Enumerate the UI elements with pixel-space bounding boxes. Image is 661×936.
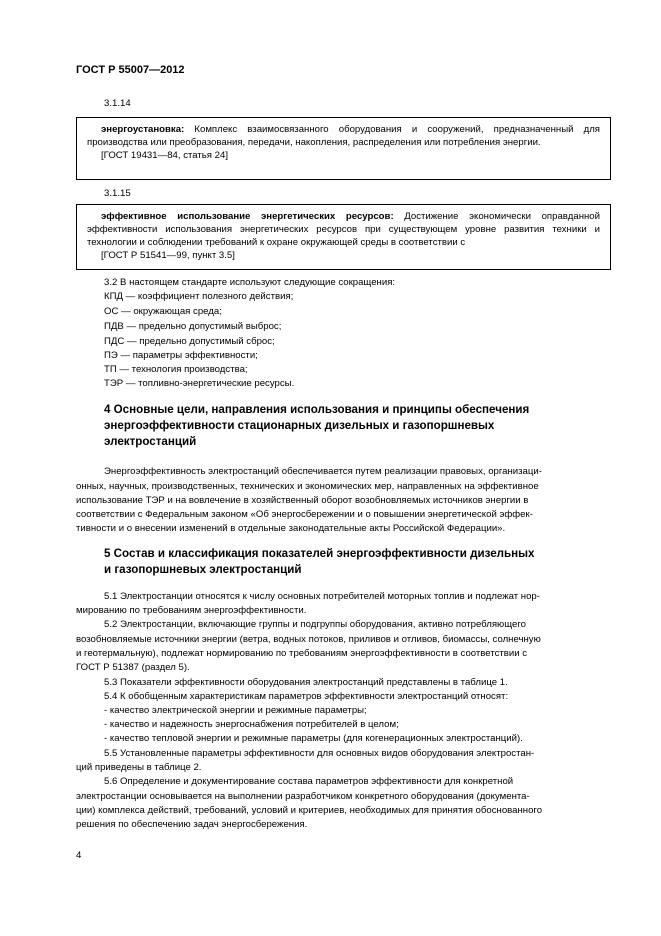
definition-term: эффективное использование энергетических ресурсов: — [101, 211, 394, 222]
definition-box-3-1-15 — [76, 204, 611, 270]
abbreviation-item: ПДВ — предельно допустимый выброс; — [104, 321, 282, 332]
clause-5-1-line: мированию по требованиям энергоэффективности. — [76, 605, 307, 616]
abbreviation-item: КПД — коэффициент полезного действия; — [104, 291, 294, 302]
clause-5-2-line: 5.2 Электростанции, включающие группы и подгруппы оборудования, активно потребляющего — [104, 619, 526, 630]
clause-number-3-1-15: 3.1.15 — [104, 188, 131, 199]
clause-5-2-line: ГОСТ Р 51387 (раздел 5). — [76, 662, 190, 673]
definition-body: Комплекс взаимосвязанного оборудования и сооружений, предназначенный для производства или преобразования, передачи, накопления, распределения или потребления энергии. — [87, 124, 600, 148]
clause-5-6-line: электростанции основывается на выполнении разработчиком конкретного оборудования (документа- — [76, 791, 530, 802]
clause-5-3: 5.3 Показатели эффективности оборудования электростанций представлены в таблице 1. — [104, 677, 508, 688]
clause-5-5-line: 5.5 Установленные параметры эффективности для основных видов оборудования электростан- — [104, 748, 535, 759]
document-header: ГОСТ Р 55007—2012 — [76, 64, 185, 76]
clause-5-5-line: ций приведены в таблице 2. — [76, 762, 202, 773]
section-4-paragraph-line: онных, научных, производственных, технических и экономических мер, направленных на эффективное — [76, 481, 539, 492]
abbreviation-item: ПЭ — параметры эффективности; — [104, 350, 258, 361]
page-number: 4 — [76, 850, 82, 861]
clause-5-1-line: 5.1 Электростанции относятся к числу основных потребителей моторных топлив и подлежат нор- — [104, 591, 540, 602]
definition-term: энергоустановка: — [101, 124, 185, 135]
section-5-title-line: и газопоршневых электростанций — [104, 563, 302, 576]
clause-number-3-1-14: 3.1.14 — [104, 98, 131, 109]
clause-5-2-line: возобновляемые источники энергии (ветра, водных потоков, приливов и отливов, биомассы, солнечную — [76, 634, 541, 645]
definition-text — [87, 210, 600, 249]
definition-box-3-1-14 — [76, 117, 611, 180]
abbreviation-item: ТЭР — топливно-энергетические ресурсы. — [104, 378, 295, 389]
section-4-paragraph-line: тивности и о внесении изменений в отдельные законодательные акты Российской Федерации». — [76, 523, 506, 534]
definition-reference: [ГОСТ 19431—84, статья 24] — [101, 150, 228, 161]
abbreviation-item: ОС — окружающая среда; — [104, 306, 222, 317]
clause-5-4-item: - качество электрической энергии и режимные параметры; — [104, 705, 367, 716]
section-5-title-line: 5 Состав и классификация показателей энергоэффективности дизельных — [104, 547, 535, 560]
clause-5-4: 5.4 К обобщенным характеристикам параметров эффективности электростанций относят: — [104, 691, 509, 702]
section-4-paragraph-line: использование ТЭР и на вовлечение в хозяйственный оборот возобновляемых источников энергии в — [76, 495, 529, 506]
abbreviations-intro: 3.2 В настоящем стандарте используют следующие сокращения: — [104, 277, 396, 288]
section-4-title-line: 4 Основные цели, направления использования и принципы обеспечения — [104, 403, 530, 416]
definition-reference: [ГОСТ Р 51541—99, пункт 3.5] — [101, 250, 235, 261]
clause-5-4-item: - качество тепловой энергии и режимные параметры (для когенерационных электростанций). — [104, 733, 523, 744]
abbreviation-item: ПДС — предельно допустимый сброс; — [104, 336, 275, 347]
clause-5-2-line: и геотермальную), подлежат нормированию по требованиям энергоэффективности в соответствии с — [76, 648, 528, 659]
clause-5-6-line: решения по обеспечению задач энергосбережения. — [76, 819, 308, 830]
definition-body: Достижение экономически оправданной эффективности использования энергетических ресурсов при существующем уровне развития техники и технологии и соблюдении требований к охране окружающей среды в соответствии с — [87, 211, 600, 248]
clause-5-6-line: 5.6 Определение и документирование состава параметров эффективности для конкретной — [104, 776, 514, 787]
clause-5-4-item: - качество и надежность энергоснабжения потребителей в целом; — [104, 719, 399, 730]
abbreviation-item: ТП — технология производства; — [104, 364, 248, 375]
definition-text — [87, 123, 600, 149]
section-4-title-line: электростанций — [104, 435, 197, 448]
clause-5-6-line: ции) комплекса действий, требований, условий и критериев, необходимых для принятия обоснованного — [76, 805, 543, 816]
section-4-title-line: энергоэффективности стационарных дизельных и газопоршневых — [104, 419, 495, 432]
section-4-paragraph-line: Энергоэффективность электростанций обеспечивается путем реализации правовых, организаци- — [104, 466, 542, 477]
section-4-paragraph-line: соответствии с Федеральным законом «Об энергосбережении и о повышении энергетической эффек- — [76, 509, 533, 520]
